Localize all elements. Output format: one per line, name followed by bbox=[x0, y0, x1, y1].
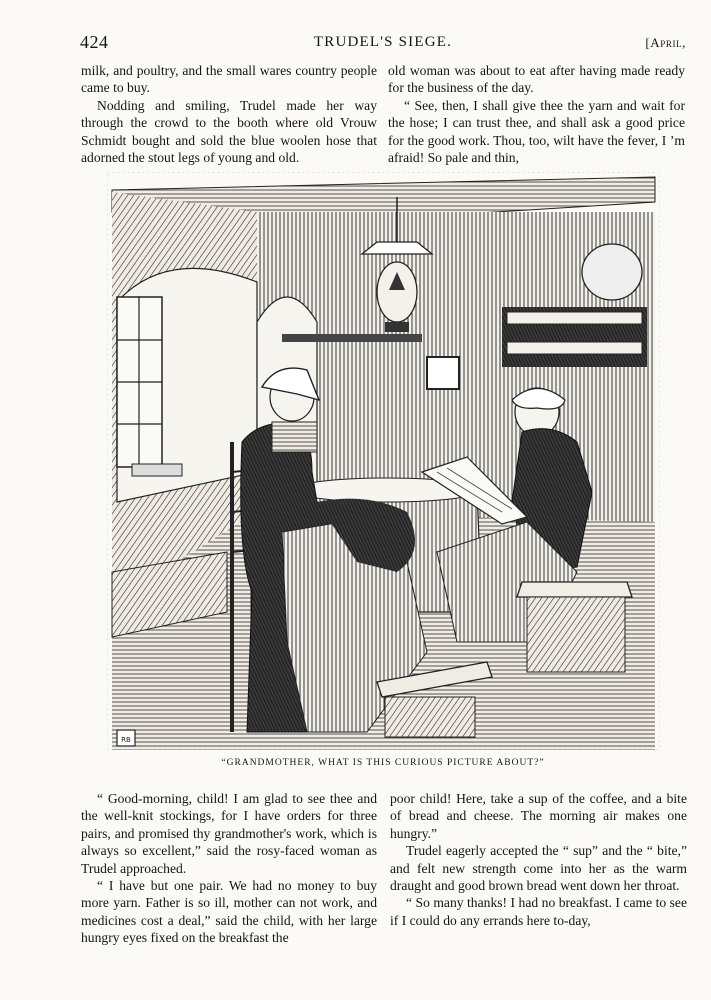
column-bottom-right bbox=[390, 790, 687, 929]
paragraph: “ Good-morning, child! I am glad to see thee and the well-knit stockings, for I have orders for three pairs, and promised thy grandmother's work, which is always so excellent,” said the rosy-faced woman as Trudel approached. bbox=[81, 791, 377, 876]
paragraph: poor child! Here, take a sup of the coffee, and a bite of bread and cheese. The morning air makes one hungry.” bbox=[390, 791, 687, 841]
running-header bbox=[80, 32, 686, 54]
paragraph: Trudel eagerly accepted the “ sup” and the “ bite,” and felt new strength come into her as the warm draught and good brown bread went down her throat. bbox=[390, 843, 687, 894]
illustration bbox=[107, 172, 660, 750]
running-month: [April, bbox=[645, 35, 686, 50]
figure-caption: “GRANDMOTHER, WHAT IS THIS CURIOUS PICTURE ABOUT?” bbox=[221, 758, 545, 768]
paragraph: Nodding and smiling, Trudel made her way through the crowd to the booth where old Vrouw Schmidt bought and sold the blue woolen hose that adorned the stout legs of young and old. bbox=[81, 97, 377, 166]
paragraph: “ So many thanks! I had no breakfast. I came to see if I could do any errands here to-day, bbox=[390, 895, 687, 928]
paragraph: milk, and poultry, and the small wares country people came to buy. bbox=[81, 63, 377, 96]
paragraph: old woman was about to eat after having made ready for the business of the day. bbox=[388, 63, 685, 96]
column-top-left bbox=[81, 62, 377, 166]
paragraph: “ I have but one pair. We had no money to buy more yarn. Father is so ill, mother can not work, and medicines cost a deal,” said the child, with her large hungry eyes fixed on the breakfast the bbox=[81, 878, 377, 946]
paragraph: “ See, then, I shall give thee the yarn and wait for the hose; I can trust thee, and shall ask a good price for the good work. Thou, too, wilt have the fever, I ’m afraid! So pale and thin, bbox=[388, 97, 685, 166]
column-bottom-left bbox=[81, 790, 377, 947]
svg-text:RB: RB bbox=[121, 736, 131, 744]
column-top-right bbox=[388, 62, 685, 166]
page-number: 424 bbox=[80, 32, 109, 52]
running-title: TRUDEL'S SIEGE. bbox=[313, 34, 453, 50]
